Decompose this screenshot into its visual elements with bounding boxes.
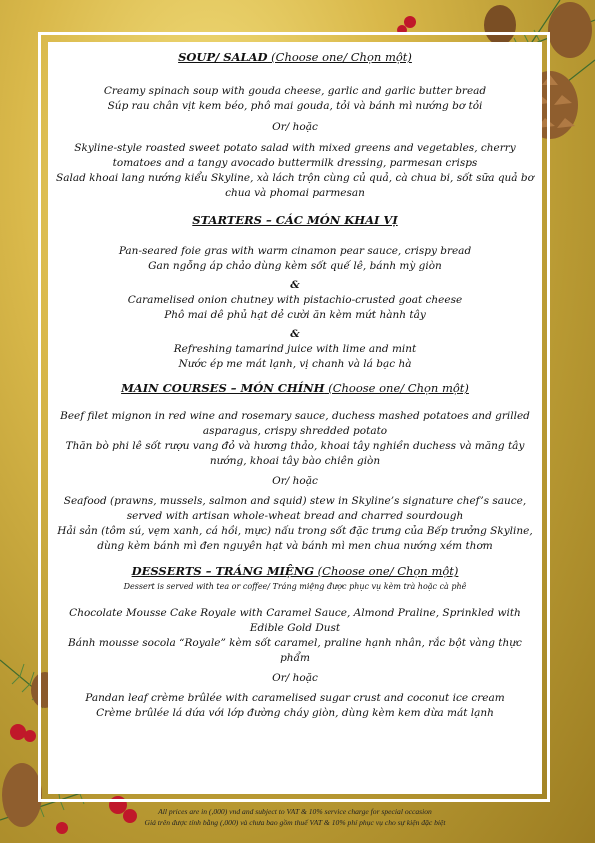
mains-section-title: MAIN COURSES – MÓN CHÍNH (Choose one/ Chọn một) xyxy=(121,381,469,395)
soup-section-title: SOUP/ SALAD (Choose one/ Chọn một) xyxy=(178,50,412,64)
dessert-item-1-en: Chocolate Mousse Cake Royale with Caramel Sauce, Almond Praline, Sprinkled with Edible Gold Dust xyxy=(69,607,521,634)
desserts-section-title: DESSERTS – TRÁNG MIỆNG (Choose one/ Chọn một) xyxy=(131,564,459,578)
starter-amp-1: & xyxy=(290,279,300,291)
dessert-item-2-vi: Crème brûlée lá dứa với lớp đường cháy giòn, dùng kèm kem dừa mát lạnh xyxy=(96,707,494,719)
main-item-2-en: Seafood (prawns, mussels, salmon and squid) stew in Skyline’s signature chef’s sauce, served with artisan whole-wheat bread and charred sourdough xyxy=(63,495,527,522)
main-item-1-vi: Thăn bò phi lê sốt rượu vang đỏ và hương thảo, khoai tây nghiền duchess và măng tây nướng, khoai tây bào chiên giòn xyxy=(65,440,525,467)
starter-item-3-vi: Nước ép me mát lạnh, vị chanh và lá bạc hà xyxy=(178,358,412,370)
main-item-2-vi: Hải sản (tôm sú, vẹm xanh, cá hồi, mực) nấu trong sốt đặc trưng của Bếp trưởng Skyline, dùng kèm bánh mì đen nguyên hạt và bánh mì men chua nướng xém thơm xyxy=(57,525,533,552)
menu-content xyxy=(48,50,542,721)
soup-or-label: Or/ hoặc xyxy=(272,121,318,133)
soup-item-2-en: Skyline-style roasted sweet potato salad with mixed greens and vegetables, cherry tomatoes and a tangy avocado buttermilk dressing, parmesan crisps xyxy=(74,142,516,169)
soup-item-1-vi: Súp rau chân vịt kem béo, phô mai gouda, tỏi và bánh mì nướng bơ tỏi xyxy=(107,100,483,112)
soup-item-1-en: Creamy spinach soup with gouda cheese, garlic and garlic butter bread xyxy=(103,85,487,97)
starter-amp-2: & xyxy=(290,328,300,340)
starters-section-title: STARTERS – CÁC MÓN KHAI VỊ xyxy=(192,213,398,227)
main-item-1-en: Beef filet mignon in red wine and rosemary sauce, duchess mashed potatoes and grilled asparagus, crispy shredded potato xyxy=(60,410,530,437)
desserts-or-label: Or/ hoặc xyxy=(272,672,318,684)
price-note-en: All prices are in (,000) vnd and subject to VAT & 10% service charge for special occasion xyxy=(158,807,432,816)
starter-item-2-en: Caramelised onion chutney with pistachio-crusted goat cheese xyxy=(127,294,463,306)
price-note-vi: Giá trên được tính bằng (,000) và chưa bao gồm thuế VAT & 10% phí phục vụ cho sự kiện đặc biệt xyxy=(144,817,446,827)
mains-or-label: Or/ hoặc xyxy=(272,475,318,487)
starter-item-2-vi: Phô mai dê phủ hạt dẻ cười ăn kèm mứt hành tây xyxy=(164,309,426,321)
starter-item-1-vi: Gan ngỗng áp chảo dùng kèm sốt quế lê, bánh mỳ giòn xyxy=(148,260,442,272)
price-footer xyxy=(48,807,542,828)
soup-item-2-vi: Salad khoai lang nướng kiểu Skyline, xà lách trộn cùng củ quả, cà chua bi, sốt sữa quả bơ chua và phomai parmesan xyxy=(56,172,534,199)
dessert-item-1-vi: Bánh mousse socola “Royale” kèm sốt caramel, praline hạnh nhân, rắc bột vàng thực phẩm xyxy=(68,637,522,664)
desserts-note: Dessert is served with tea or coffee/ Tráng miệng được phục vụ kèm trà hoặc cà phê xyxy=(123,582,467,591)
starter-item-3-en: Refreshing tamarind juice with lime and mint xyxy=(173,343,417,355)
dessert-item-2-en: Pandan leaf crème brûlée with caramelised sugar crust and coconut ice cream xyxy=(85,692,505,704)
starter-item-1-en: Pan-seared foie gras with warm cinamon pear sauce, crispy bread xyxy=(118,245,472,257)
